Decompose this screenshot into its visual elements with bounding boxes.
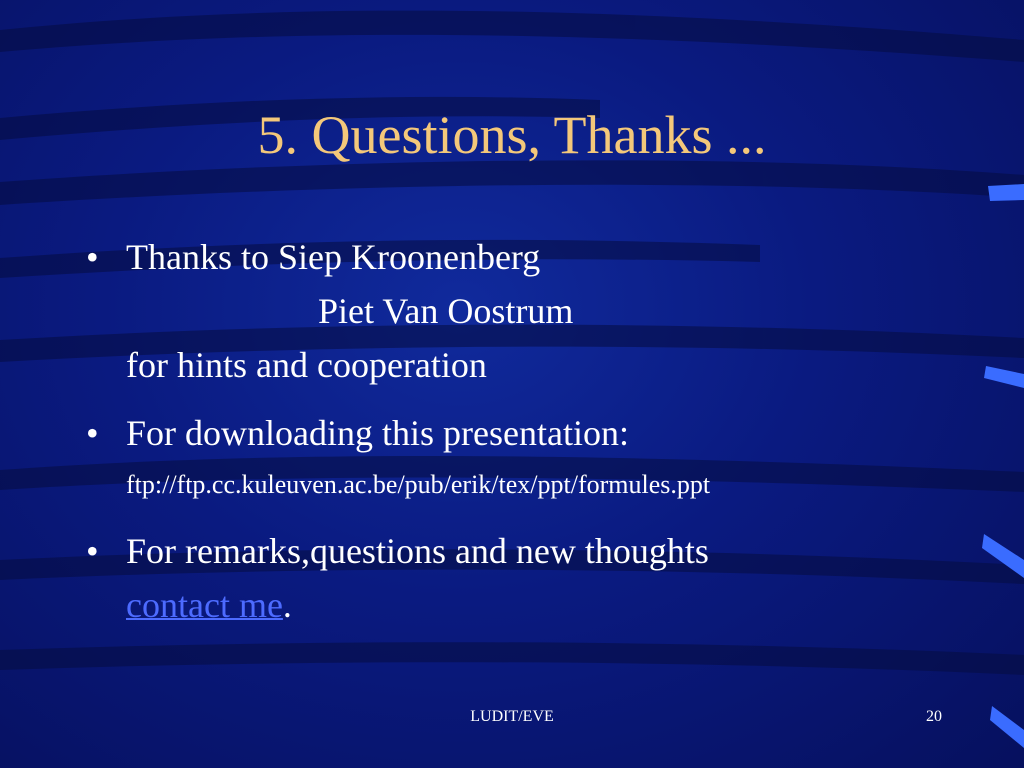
contact-me-link[interactable]: contact me <box>126 585 283 625</box>
accent-bar <box>984 366 1024 388</box>
contact-line <box>126 578 966 632</box>
slide-title: 5. Questions, Thanks ... <box>257 105 767 165</box>
bullet-marker: • <box>86 237 99 277</box>
thanks-line-1: Thanks to Siep Kroonenberg <box>126 237 541 277</box>
bullet-thanks <box>86 230 966 392</box>
remarks-text: For remarks,questions and new thoughts <box>126 531 709 571</box>
footer-label: LUDIT/EVE <box>470 708 554 725</box>
bullet-remarks <box>86 524 966 632</box>
download-text: For downloading this presentation: <box>126 413 629 453</box>
contact-period: . <box>282 585 292 625</box>
dark-swoosh <box>0 11 1024 62</box>
dark-swoosh <box>0 642 1024 675</box>
bullet-marker: • <box>86 413 99 453</box>
accent-bar <box>988 184 1024 201</box>
thanks-line-3: for hints and cooperation <box>126 345 487 385</box>
download-url: ftp://ftp.cc.kuleuven.ac.be/pub/erik/tex/ppt/formules.ppt <box>126 470 711 499</box>
bullet-list <box>86 230 966 646</box>
bullet-marker: • <box>86 531 99 571</box>
page-number: 20 <box>926 708 942 725</box>
thanks-line-2: Piet Van Oostrum <box>318 291 574 331</box>
bullet-download <box>86 406 966 510</box>
